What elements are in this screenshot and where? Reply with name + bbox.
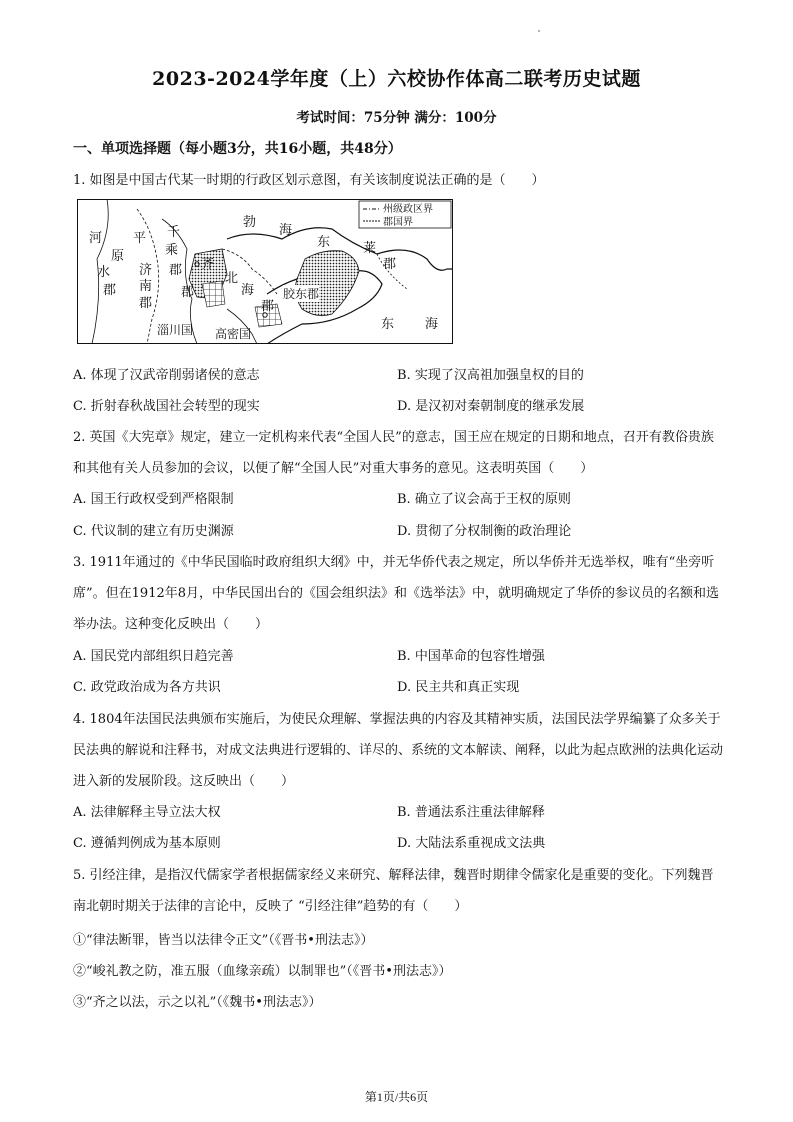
map-label: 郡 xyxy=(139,296,153,311)
question-5-stem: 5. 引经注律，是指汉代儒家学者根据儒家经义来研究、解释法律，魏晋时期律令儒家化是重要的变化。下列魏晋南北朝时期关于法律的言论中，反映了 “引经注律”趋势的有（ ） xyxy=(73,868,714,914)
map-label: 莱 xyxy=(363,241,377,256)
q4-option-d: D. 大陆法系重视成文法典 xyxy=(397,836,546,851)
q4-option-c: C. 遵循判例成为基本原则 xyxy=(73,836,221,851)
q3-option-d: D. 民主共和真正实现 xyxy=(397,680,520,695)
legend-state-boundary: 州级政区界 xyxy=(383,204,433,215)
map-label: 南 xyxy=(139,279,153,294)
map-label: 郡 xyxy=(169,263,183,278)
q4-option-b: B. 普通法系注重法律解释 xyxy=(397,805,545,820)
q1-option-b: B. 实现了汉高祖加强皇权的目的 xyxy=(397,368,584,383)
map-label: 齐 xyxy=(201,257,215,272)
map-label: 千 xyxy=(167,225,181,240)
map-label: 东 xyxy=(317,235,331,250)
q3-option-b: B. 中国革命的包容性增强 xyxy=(397,649,545,664)
map-label: 郡 xyxy=(103,283,117,298)
map-label: 淄川国 xyxy=(157,323,194,337)
q5-item-3: ③“齐之以法，示之以礼”（《魏书•刑法志》） xyxy=(73,995,322,1010)
exam-title: 2023-2024学年度（上）六校协作体高二联考历史试题 xyxy=(152,68,641,90)
map-label: 海 xyxy=(241,283,255,298)
q3-option-c: C. 政党政治成为各方共识 xyxy=(73,680,221,695)
map-label: 原 xyxy=(111,249,125,264)
question-4-stem: 4. 1804年法国民法典颁布实施后，为使民众理解、掌握法典的内容及其精神实质，法国民法学界编纂了众多关于民法典的解说和注释书，对成文法典进行逻辑的、详尽的、系统的文本解读、阐释，以此为起点欧洲的法典化运动进入新的发展阶段。这反映出（ ） xyxy=(73,712,724,789)
map-label: 河 xyxy=(89,231,103,246)
map-label: 海 xyxy=(425,317,439,332)
q5-item-2: ②“峻礼教之防，准五服（血缘亲疏）以制罪也”（《晋书•刑法志》） xyxy=(73,964,452,979)
q1-option-d: D. 是汉初对秦朝制度的继承发展 xyxy=(397,399,585,414)
q2-option-d: D. 贯彻了分权制衡的政治理论 xyxy=(397,524,572,539)
q2-option-a: A. 国王行政权受到严格限制 xyxy=(73,492,234,507)
map-label: 勃 xyxy=(243,215,257,230)
section-heading: 一、单项选择题（每小题3分，共16小题，共48分） xyxy=(73,141,402,157)
map-label: 郡 xyxy=(383,257,397,272)
q1-option-c: C. 折射春秋战国社会转型的现实 xyxy=(73,399,260,414)
map-label: 乘 xyxy=(165,243,179,258)
map-label: 高密国 xyxy=(215,327,252,341)
q5-item-1: ①“律法断罪，皆当以法律令正文”（《晋书•刑法志》） xyxy=(73,933,374,948)
q2-option-c: C. 代议制的建立有历史渊源 xyxy=(73,524,234,539)
map-label: 水 xyxy=(97,265,111,280)
page-footer: 第1页/共6页 xyxy=(364,1090,429,1104)
map-label: 东 xyxy=(381,317,395,332)
question-3-stem: 3. 1911年通过的《中华民国临时政府组织大纲》中，并无华侨代表之规定，所以华侨并无选举权，唯有“坐旁听席”。但在1912年8月，中华民国出台的《国会组织法》和《选举法》中，就明确规定了华侨的参议员的名额和选举办法。这种变化反映出（ ） xyxy=(73,555,720,632)
map-label: 北 xyxy=(225,271,239,286)
map-label: 济 xyxy=(139,263,153,278)
map-label: 郡 xyxy=(261,299,275,314)
map-label: 胶东郡 xyxy=(283,287,320,301)
map-label: 平 xyxy=(133,231,147,246)
q3-option-a: A. 国民党内部组织日趋完善 xyxy=(73,649,234,664)
legend-commandery-boundary: 郡国界 xyxy=(383,217,413,228)
map-label: 郡 xyxy=(181,285,195,300)
exam-info: 考试时间：75分钟 满分：100分 xyxy=(296,110,497,126)
page-speck xyxy=(538,30,540,32)
q1-option-a: A. 体现了汉武帝削弱诸侯的意志 xyxy=(73,368,260,383)
question-2-stem: 2. 英国《大宪章》规定，建立一定机构来代表“全国人民”的意志，国王应在规定的日期和地点，召开有教俗贵族和其他有关人员参加的会议，以便了解“全国人民”对重大事务的意见。这表明英国（ ） xyxy=(73,430,714,476)
q4-option-a: A. 法律解释主导立法大权 xyxy=(73,805,221,820)
map-label: 海 xyxy=(279,223,293,238)
q2-option-b: B. 确立了议会高于王权的原则 xyxy=(397,492,571,507)
question-1-stem: 1. 如图是中国古代某一时期的行政区划示意图，有关该制度说法正确的是（ ） xyxy=(73,173,545,188)
